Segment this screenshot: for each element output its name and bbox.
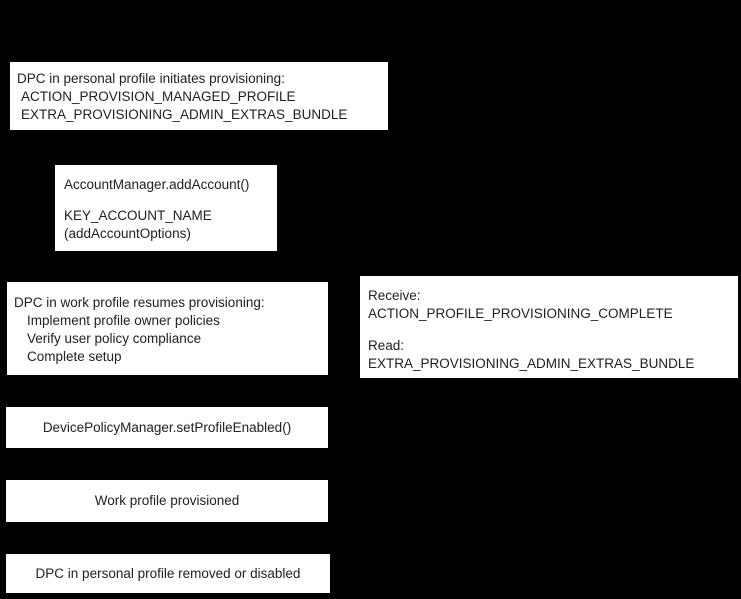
flow-box-add-account xyxy=(55,165,277,251)
dpc-removed-label: DPC in personal profile removed or disabled xyxy=(35,565,301,581)
read-label: Read: xyxy=(368,338,405,353)
work-profile-provisioned-label: Work profile provisioned xyxy=(94,493,240,508)
receive-label: Receive: xyxy=(368,288,421,303)
flow-box-set-profile-enabled xyxy=(6,407,328,448)
set-profile-enabled-label: DevicePolicyManager.setProfileEnabled() xyxy=(42,419,292,435)
flow-box-initiate-provisioning xyxy=(10,62,388,130)
resume-item-2: Verify user policy compliance xyxy=(27,331,202,346)
initiate-line-2: ACTION_PROVISION_MANAGED_PROFILE xyxy=(21,89,296,104)
receive-action: ACTION_PROFILE_PROVISIONING_COMPLETE xyxy=(368,306,673,321)
resume-title: DPC in work profile resumes provisioning: xyxy=(14,295,265,310)
initiate-line-1: DPC in personal profile initiates provisioning: xyxy=(17,71,285,86)
resume-item-1: Implement profile owner policies xyxy=(27,313,220,328)
flow-box-receive-broadcast xyxy=(360,276,738,378)
add-account-key: KEY_ACCOUNT_NAME xyxy=(64,208,212,223)
flow-box-dpc-removed xyxy=(6,554,330,593)
add-account-options: (addAccountOptions) xyxy=(64,226,191,241)
initiate-line-3: EXTRA_PROVISIONING_ADMIN_EXTRAS_BUNDLE xyxy=(21,107,348,122)
flow-box-resume-provisioning xyxy=(7,282,328,375)
read-extra: EXTRA_PROVISIONING_ADMIN_EXTRAS_BUNDLE xyxy=(368,356,695,371)
resume-item-3: Complete setup xyxy=(27,349,122,364)
add-account-method: AccountManager.addAccount() xyxy=(64,177,250,192)
flow-box-work-profile-provisioned xyxy=(6,480,328,522)
